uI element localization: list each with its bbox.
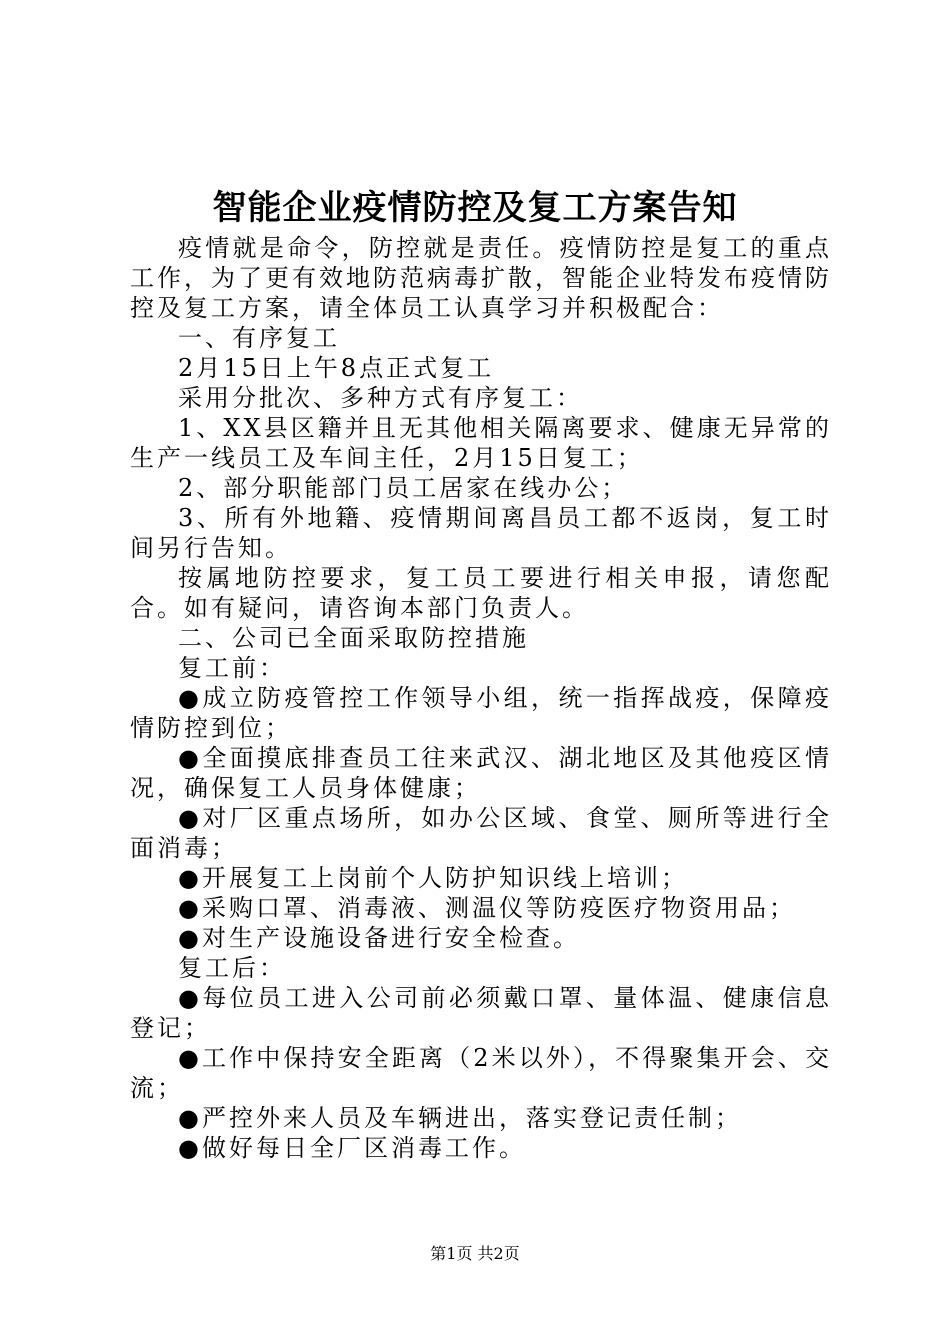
document-body — [130, 233, 832, 1163]
intro-paragraph: 疫情就是命令，防控就是责任。疫情防控是复工的重点工作，为了更有效地防范病毒扩散，智能企业特发布疫情防控及复工方案，请全体员工认真学习并积极配合： — [130, 234, 832, 322]
declaration-paragraph: 按属地防控要求，复工员工要进行相关申报，请您配合。如有疑问，请咨询本部门负责人。 — [130, 564, 832, 622]
subheading-before-return: 复工前： — [178, 654, 286, 682]
return-date-paragraph: 2月15日上午8点正式复工 — [178, 354, 495, 382]
list-item: ●全面摸底排查员工往来武汉、湖北地区及其他疫区情况，确保复工人员身体健康； — [130, 744, 832, 802]
page-number: 第1页 共2页 — [430, 1244, 520, 1263]
list-item: 3、所有外地籍、疫情期间离昌员工都不返岗，复工时间另行告知。 — [130, 504, 832, 562]
list-item: ●严控外来人员及车辆进出，落实登记责任制； — [178, 1104, 742, 1132]
list-item: ●对生产设施设备进行安全检查。 — [178, 924, 580, 952]
list-item: ●开展复工上岗前个人防护知识线上培训； — [178, 864, 688, 892]
section-heading-orderly-return: 一、有序复工 — [178, 324, 340, 352]
subheading-after-return: 复工后： — [178, 954, 286, 982]
list-item: 2、部分职能部门员工居家在线办公； — [178, 474, 629, 502]
list-item: ●成立防疫管控工作领导小组，统一指挥战疫，保障疫情防控到位； — [130, 684, 832, 742]
section-heading-measures: 二、公司已全面采取防控措施 — [178, 624, 529, 652]
list-item: ●工作中保持安全距离（2米以外），不得聚集开会、交流； — [130, 1044, 832, 1102]
list-item: ●对厂区重点场所，如办公区域、食堂、厕所等进行全面消毒； — [130, 804, 832, 862]
list-item: ●采购口罩、消毒液、测温仪等防疫医疗物资用品； — [178, 894, 796, 922]
document-title: 智能企业疫情防控及复工方案告知 — [212, 188, 738, 228]
list-item: ●每位员工进入公司前必须戴口罩、量体温、健康信息登记； — [130, 984, 832, 1042]
list-item: ●做好每日全厂区消毒工作。 — [178, 1134, 526, 1162]
list-item: 1、XX县区籍并且无其他相关隔离要求、健康无异常的生产一线员工及车间主任，2月15日复工； — [130, 414, 832, 472]
batch-return-paragraph: 采用分批次、多种方式有序复工： — [178, 384, 583, 412]
